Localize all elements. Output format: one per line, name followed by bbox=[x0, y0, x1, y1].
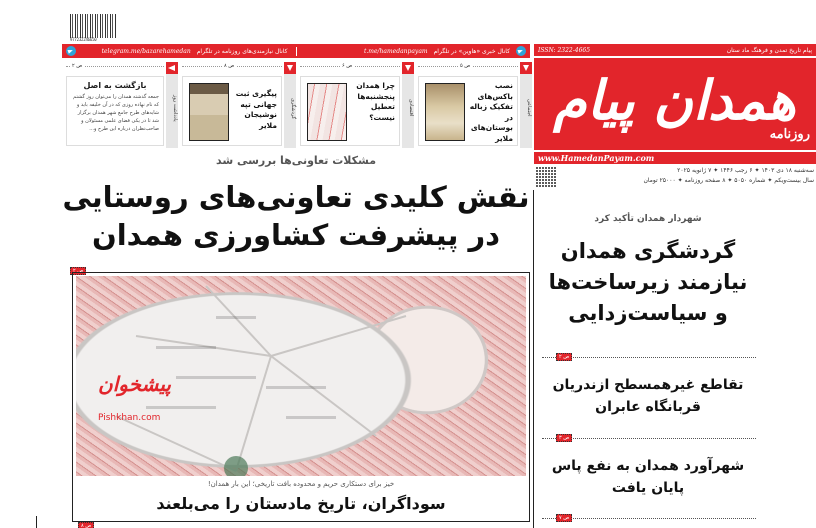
crop-mark bbox=[36, 516, 37, 528]
dateline-date: سه‌شنبه ۱۸ دی ۱۴۰۳ ✦ ۶ رجب ۱۴۴۶ ✦ ۷ ژانویه ۲۰۲۵ bbox=[677, 167, 814, 174]
tagline: پیام تاریخ تمدن و فرهنگ ماد ستان bbox=[726, 46, 812, 54]
story-overpass[interactable]: تقاطع غیرهمسطح ازندریان قربانگاه عابران bbox=[552, 377, 744, 415]
main-headline[interactable] bbox=[62, 178, 530, 254]
story-divider: ص ۲ bbox=[542, 357, 756, 358]
teaser-image bbox=[189, 83, 229, 141]
story-divider: ص ۳ bbox=[542, 438, 756, 439]
telegram-icon bbox=[516, 46, 526, 56]
dateline bbox=[560, 166, 814, 186]
divider bbox=[296, 47, 297, 56]
photo-caption: خیز برای دستکاری حریم و محدوده بافت تاریخی؛ این بار همدان! bbox=[207, 480, 395, 488]
masthead-top-bar bbox=[534, 44, 816, 56]
teaser-social[interactable] bbox=[414, 62, 532, 150]
teaser-title: نصب باکس‌های تفکیک زباله در بوستان‌های ملایر bbox=[469, 81, 513, 143]
watermark-logo: پیشخوان bbox=[98, 372, 171, 396]
headline-line-1: نقش کلیدی تعاونی‌های روستایی bbox=[62, 180, 530, 214]
teaser-image bbox=[425, 83, 465, 141]
section-label: گردشگری bbox=[290, 97, 296, 119]
logo-prefix: روزنامه bbox=[769, 127, 810, 142]
arrow-left-icon bbox=[166, 62, 178, 74]
section-label: اقتصادی bbox=[408, 99, 414, 117]
editorial-box bbox=[66, 76, 164, 146]
teaser-box bbox=[182, 76, 282, 146]
telegram-ads-label: کانال نیازمندی‌های روزنامه در تلگرام bbox=[196, 47, 288, 55]
teaser-economic[interactable] bbox=[296, 62, 414, 150]
teaser-image bbox=[307, 83, 347, 141]
page-ref: ص ۲ bbox=[66, 66, 164, 67]
headline-line-2: در پیشرفت کشاورزی همدان bbox=[91, 218, 501, 252]
photo-title[interactable]: سوداگران، تاریخ مادستان را می‌بلعند bbox=[156, 494, 446, 513]
right-headline[interactable]: گردشگری همدان نیازمند زیرساخت‌ها و سیاست‌زدایی bbox=[548, 239, 748, 325]
main-page-ref: ص ۲ bbox=[70, 257, 86, 276]
page-ref: ص ۶ bbox=[300, 66, 400, 67]
arrow-down-icon bbox=[402, 62, 414, 74]
telegram-news-label: کانال خبری «هاوین» در تلگرام bbox=[433, 47, 510, 55]
telegram-ads-link[interactable]: telegram.me/bazarehamedan bbox=[101, 47, 191, 55]
teaser-title: پیگیری ثبت جهانی تپه نوشیجان ملایر bbox=[235, 89, 277, 130]
teaser-box bbox=[300, 76, 400, 146]
teaser-box bbox=[418, 76, 518, 146]
teaser-tourism[interactable] bbox=[178, 62, 296, 150]
qr-code-icon[interactable] bbox=[536, 167, 556, 187]
editorial-body: جمعه گذشته همدان را می‌توان روز گشتم که نام نهاده روزی که در آن خلیفه باید و شایه‌های طرح جامع شهر همدان برگزار شد تا در یکی فضای علمی مسئولان و صاحب‌نظران درباره این طرح و... bbox=[73, 94, 159, 132]
right-kicker: شهردار همدان تأکید کرد bbox=[594, 214, 702, 224]
watermark-url: Pishkhan.com bbox=[98, 413, 161, 423]
newspaper-logo: همدان پیام bbox=[553, 68, 796, 132]
barcode-number: 977232246650 bbox=[70, 37, 97, 42]
arrow-down-icon bbox=[520, 62, 532, 74]
photo-page-ref: ص ۸ bbox=[78, 512, 94, 528]
story-derby[interactable]: شهرآورد همدان به نفع پاس پایان یافت bbox=[551, 458, 745, 496]
teaser-editorial[interactable] bbox=[64, 62, 178, 150]
dateline-issue: سال بیست‌ویکم ✦ شماره ۵۰۵۰ ✦ ۸ صفحه روزنامه ✦ ۲۵۰۰۰ تومان bbox=[643, 177, 814, 184]
teaser-title: چرا همدان پنجشنبه‌ها تعطیل نیست؟ bbox=[356, 81, 395, 122]
page-ref: ص ۸ bbox=[182, 66, 282, 67]
website-url[interactable]: www.HamedanPayam.com bbox=[534, 152, 816, 164]
telegram-icon bbox=[66, 46, 76, 56]
telegram-bar bbox=[62, 44, 530, 58]
arrow-down-icon bbox=[284, 62, 296, 74]
story-divider: ص ۷ bbox=[542, 518, 756, 519]
page-ref: ص ۵ bbox=[418, 66, 518, 67]
section-label: اجتماعی bbox=[526, 99, 532, 117]
main-kicker: مشکلات تعاونی‌ها بررسی شد bbox=[215, 154, 377, 167]
column-divider bbox=[533, 190, 534, 528]
issn: ISSN: 2322-4665 bbox=[538, 46, 591, 54]
section-label: یادداشت روز bbox=[172, 94, 178, 122]
masthead bbox=[534, 58, 816, 150]
teasers-row bbox=[62, 62, 532, 152]
telegram-news-link[interactable]: t.me/hamedanpayam bbox=[363, 47, 428, 55]
editorial-title: بازگشت به اصل bbox=[83, 81, 147, 90]
